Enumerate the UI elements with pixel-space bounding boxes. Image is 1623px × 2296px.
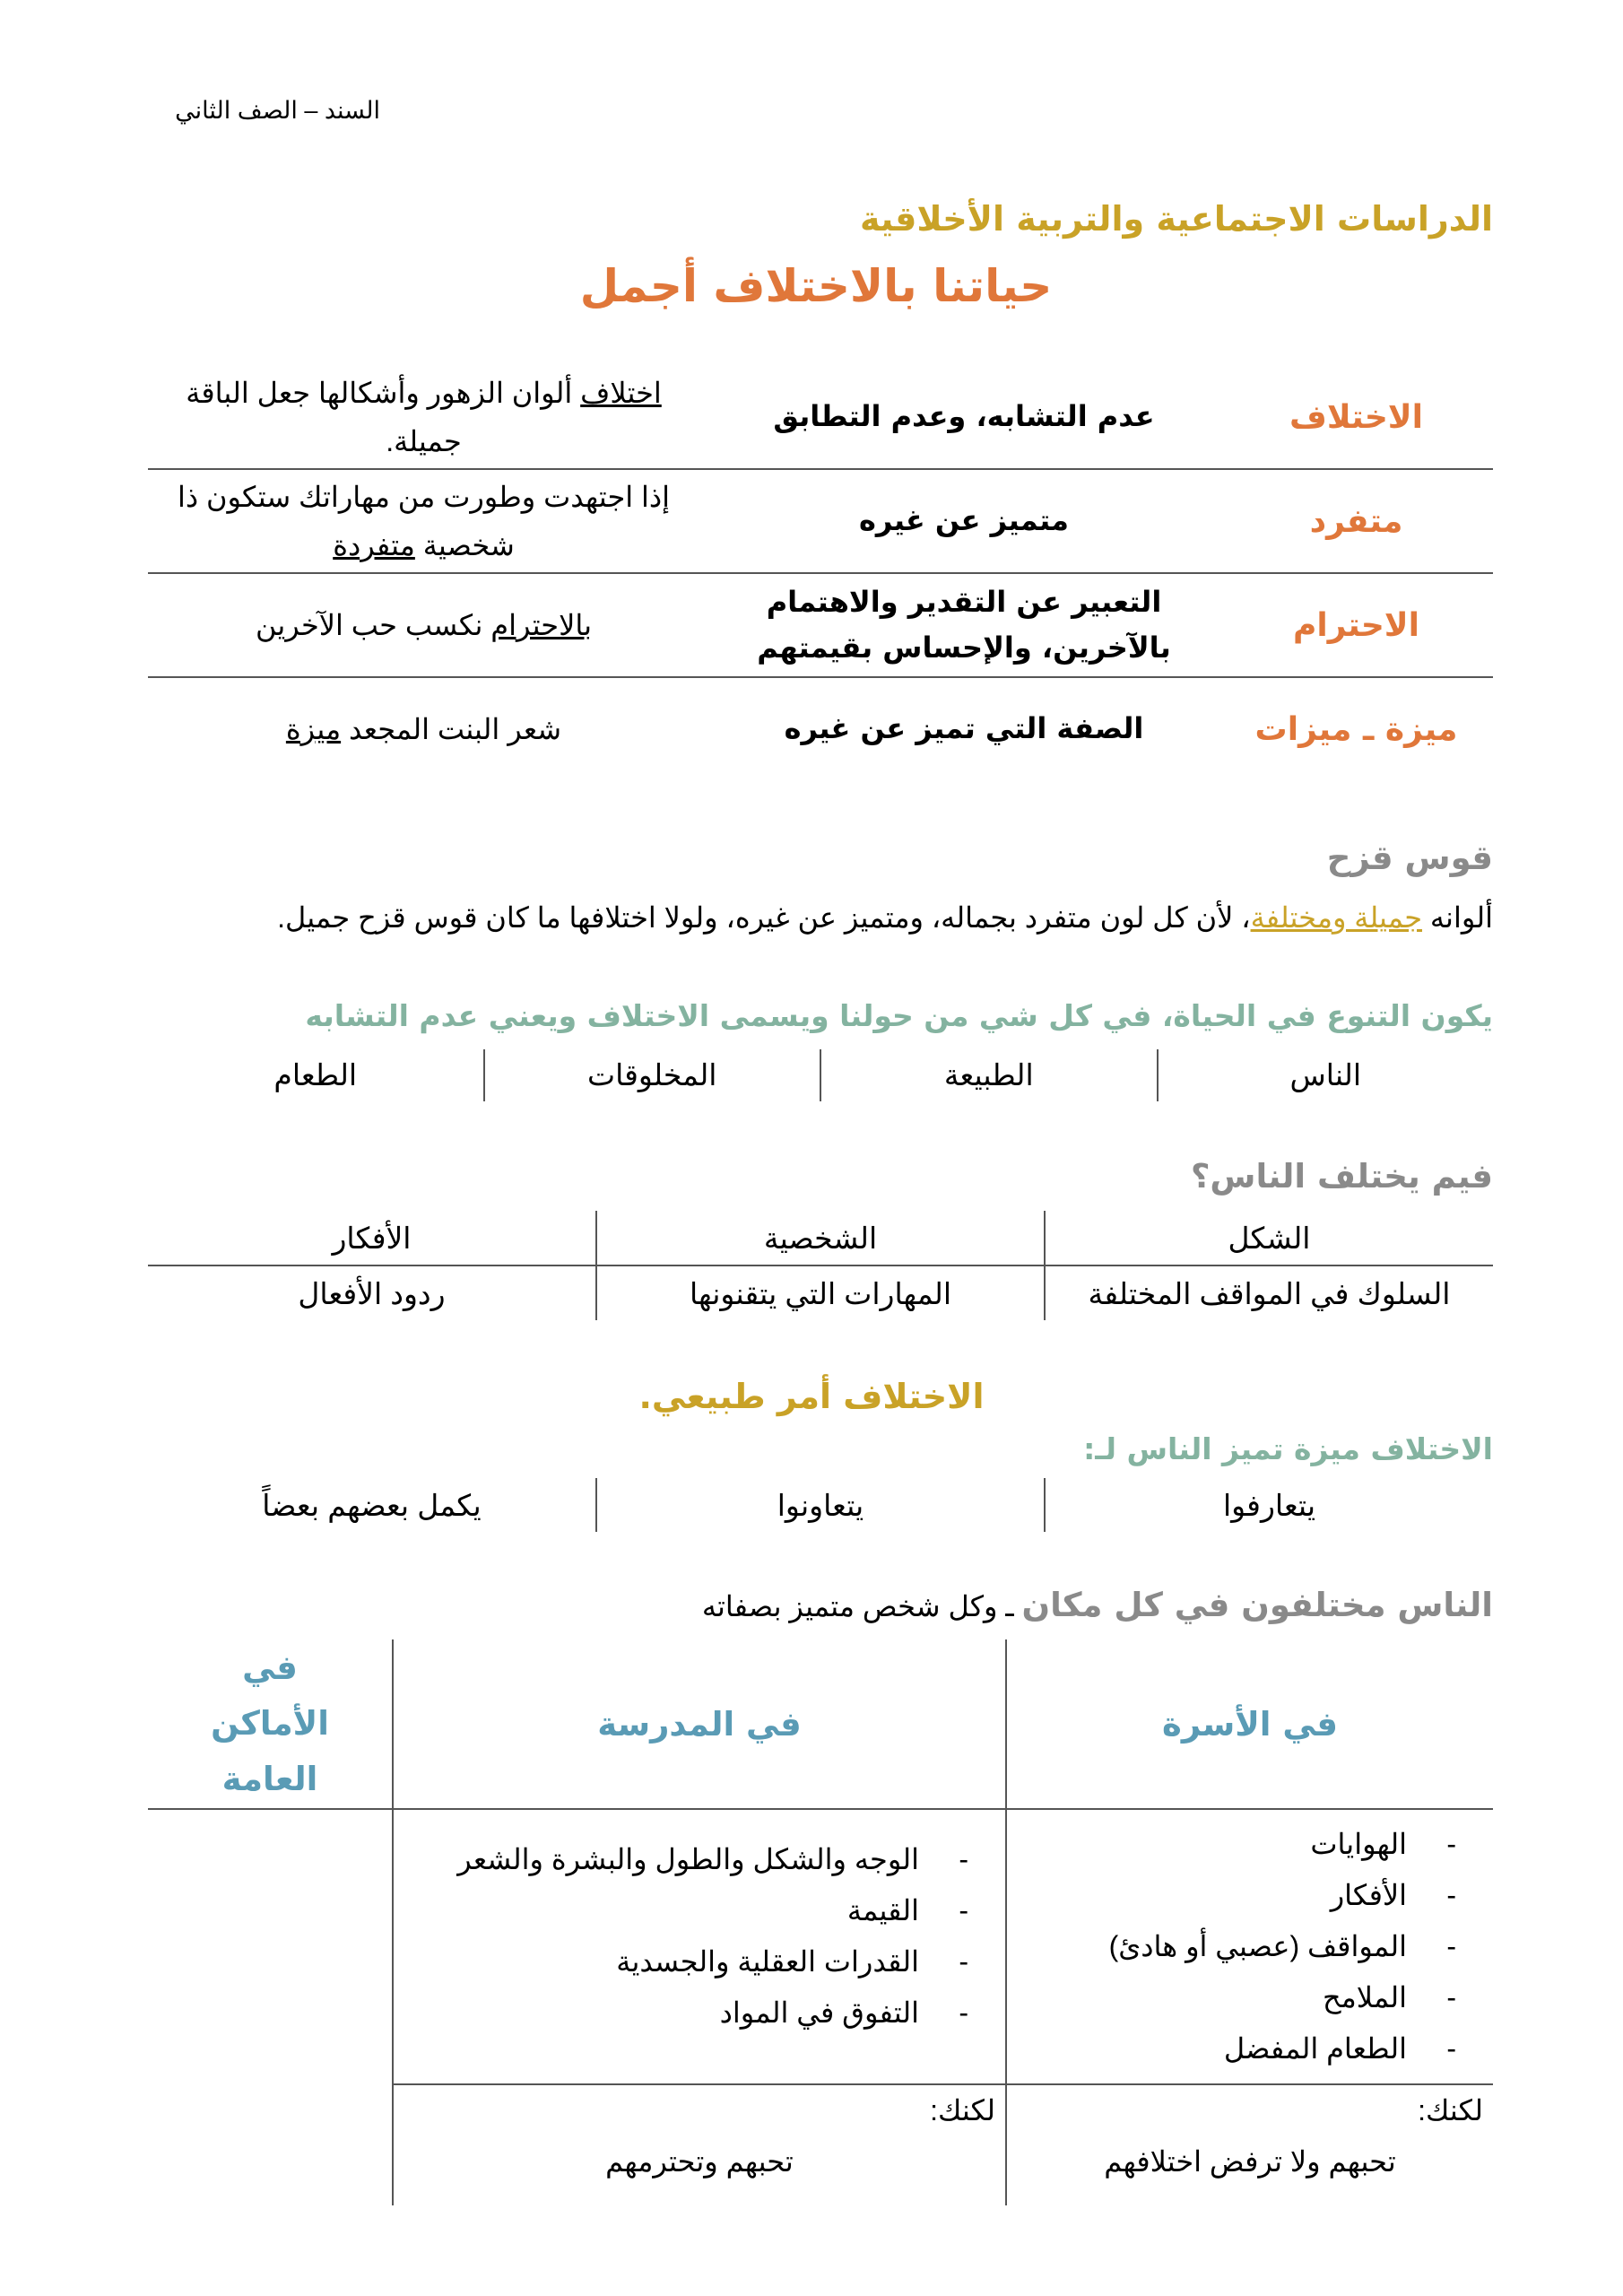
diversity-item: الطعام	[273, 1058, 358, 1091]
list-item: - القيمة	[395, 1885, 968, 1936]
but-label: لكنك:	[1418, 2094, 1483, 2126]
subject-title: الدراسات الاجتماعية والتربية الأخلاقية	[859, 199, 1493, 239]
public-but-cell	[148, 2084, 393, 2205]
public-cell	[148, 1809, 393, 2084]
but-label: لكنك:	[930, 2094, 995, 2126]
definition-meaning: التعبير عن التقدير والاهتمام بالآخرين، والإحساس بقيمتهم	[699, 573, 1228, 677]
rainbow-title: قوس قزح	[1326, 839, 1493, 877]
list-item: - الطعام المفضل	[1008, 2023, 1456, 2074]
school-but-cell	[393, 2084, 1006, 2205]
feature-item: يتعارفوا	[1045, 1478, 1493, 1532]
places-table	[148, 1639, 1493, 2205]
definition-example: بالاحترام نكسب حب الآخرين	[148, 573, 699, 677]
everywhere-title: الناس مختلفون في كل مكان	[1021, 1586, 1493, 1624]
definition-row	[148, 469, 1493, 573]
diversity-items	[148, 1049, 1493, 1101]
diversity-item: الناس	[1157, 1049, 1494, 1101]
differ-cell: المهارات التي يتقنونها	[596, 1265, 1045, 1320]
header-note: السند – الصف الثاني	[175, 97, 380, 124]
people-differ-title: فيم يختلف الناس؟	[1190, 1157, 1493, 1196]
natural-statement: الاختلاف أمر طبيعي.	[638, 1377, 985, 1416]
example-keyword: بالاحترام	[490, 608, 592, 641]
family-but-text: تحبهم ولا ترفض اختلافهم	[1104, 2145, 1396, 2178]
header-school: في المدرسة	[393, 1639, 1006, 1809]
list-item: - المواقف (عصبي أو هادئ)	[1008, 1921, 1456, 1972]
list-item: - القدرات العقلية والجسدية	[395, 1936, 968, 1987]
definition-term: ميزة ـ ميزات	[1254, 710, 1458, 748]
family-but-cell	[1006, 2084, 1493, 2205]
example-keyword: متفردة	[333, 529, 415, 561]
definition-meaning: عدم التشابه، وعدم التطابق	[699, 366, 1228, 469]
list-item: - التفوق في المواد	[395, 1987, 968, 2039]
diversity-title: يكون التنوع في الحياة، في كل شي من حولنا ويسمى الاختلاف ويعني عدم التشابه	[305, 998, 1493, 1033]
definition-term: الاحترام	[1228, 573, 1493, 677]
list-item: - الملامح	[1008, 1972, 1456, 2023]
differ-cell: الشكل	[1045, 1211, 1493, 1265]
example-keyword: اختلاف	[580, 376, 662, 409]
feature-title: الاختلاف ميزة تميز الناس لـ:	[1083, 1431, 1493, 1466]
differ-cell: ردود الأفعال	[298, 1276, 446, 1310]
definition-row	[148, 366, 1493, 469]
header-family: في الأسرة	[1006, 1639, 1493, 1809]
definition-example: اختلاف ألوان الزهور وأشكالها جعل الباقة جميلة.	[148, 366, 699, 469]
people-differ-table	[148, 1211, 1493, 1320]
family-cell	[1006, 1809, 1493, 2084]
definition-example: إذا اجتهدت وطورت من مهاراتك ستكون ذا شخصية متفردة	[148, 469, 699, 573]
diversity-item: الطبيعة	[820, 1049, 1157, 1101]
list-item: - الأفكار	[1008, 1870, 1456, 1921]
rainbow-text: ألوانه جميلة ومختلفة، لأن كل لون متفرد بجماله، ومتميز عن غيره، ولولا اختلافها ما كان قوس قزح جميل.	[277, 901, 1493, 934]
definition-example: شعر البنت المجعد ميزة	[285, 712, 562, 745]
definition-term: متفرد	[1228, 469, 1493, 573]
everywhere-subtitle: ـ وكل شخص متميز بصفاته	[701, 1590, 1022, 1622]
school-but-text: تحبهم وتحترمهم	[605, 2145, 794, 2178]
feature-item: يتعاونوا	[596, 1478, 1045, 1532]
list-item: - الوجه والشكل والطول والبشرة والشعر	[395, 1834, 968, 1885]
feature-item: يكمل بعضهم بعضاً	[262, 1488, 482, 1522]
definitions-table	[148, 366, 1493, 780]
list-item: - الهوايات	[1008, 1819, 1456, 1870]
definition-row	[148, 573, 1493, 677]
rainbow-highlight: جميلة ومختلفة	[1250, 901, 1422, 934]
header-public: في الأماكن العامة	[148, 1639, 393, 1809]
definition-row	[148, 677, 1493, 780]
everywhere-heading	[702, 1586, 1493, 1624]
lesson-title: حياتنا بالاختلاف أجمل	[579, 260, 1053, 312]
differ-cell: السلوك في المواقف المختلفة	[1045, 1265, 1493, 1320]
definition-meaning: متميز عن غيره	[699, 469, 1228, 573]
diversity-item: المخلوقات	[483, 1049, 820, 1101]
example-keyword: ميزة	[285, 712, 342, 745]
differ-cell: الأفكار	[148, 1211, 596, 1265]
differ-cell: الشخصية	[596, 1211, 1045, 1265]
definition-term: الاختلاف	[1228, 366, 1493, 469]
feature-table	[148, 1478, 1493, 1532]
definition-meaning: الصفة التي تميز عن غيره	[784, 711, 1144, 746]
school-cell	[393, 1809, 1006, 2084]
